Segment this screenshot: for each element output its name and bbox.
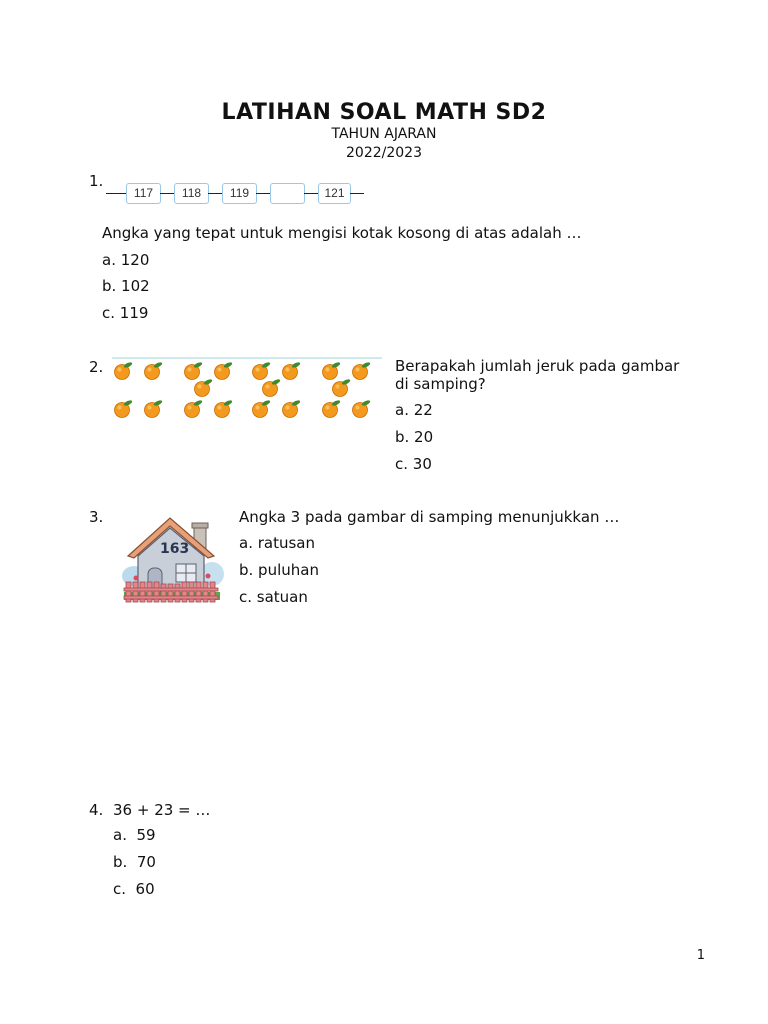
- question-3-number: 3.: [89, 508, 104, 526]
- question-4-option-a: a. 59: [113, 826, 156, 844]
- question-4-text: 36 + 23 = …: [113, 801, 211, 819]
- house-number-label: 163: [160, 541, 190, 557]
- question-2-text-line1: Berapakah jumlah jeruk pada gambar: [395, 357, 680, 375]
- subtitle-school-year-label: TAHUN AJARAN: [331, 126, 437, 142]
- question-3-option-b: b. puluhan: [239, 561, 319, 579]
- question-2-option-a: a. 22: [395, 401, 433, 419]
- question-4-option-b: b. 70: [113, 853, 156, 871]
- question-1-option-a: a. 120: [102, 251, 150, 269]
- question-2-option-b: b. 20: [395, 428, 434, 446]
- subtitle-school-year: 2022/2023: [346, 145, 422, 161]
- question-3-text: Angka 3 pada gambar di samping menunjukkan …: [239, 508, 620, 526]
- number-box: 118: [174, 183, 209, 204]
- question-1-text: Angka yang tepat untuk mengisi kotak kosong di atas adalah …: [102, 224, 582, 242]
- question-4-option-c: c. 60: [113, 880, 155, 898]
- question-1-number: 1.: [89, 172, 104, 190]
- question-2-text-line2: di samping?: [395, 375, 486, 393]
- empty-number-box: [270, 183, 305, 204]
- house-illustration: [120, 512, 224, 604]
- page-title: LATIHAN SOAL MATH SD2: [221, 100, 547, 125]
- number-box: 119: [222, 183, 257, 204]
- oranges-illustration: [112, 356, 382, 426]
- page-number: 1: [696, 948, 705, 963]
- number-box: 117: [126, 183, 161, 204]
- question-3-option-c: c. satuan: [239, 588, 308, 606]
- question-1-option-c: c. 119: [102, 304, 149, 322]
- question-4-number: 4.: [89, 801, 104, 819]
- question-2-number: 2.: [89, 358, 104, 376]
- number-box: 121: [318, 183, 351, 204]
- question-3-option-a: a. ratusan: [239, 534, 315, 552]
- question-2-option-c: c. 30: [395, 455, 432, 473]
- question-1-option-b: b. 102: [102, 277, 150, 295]
